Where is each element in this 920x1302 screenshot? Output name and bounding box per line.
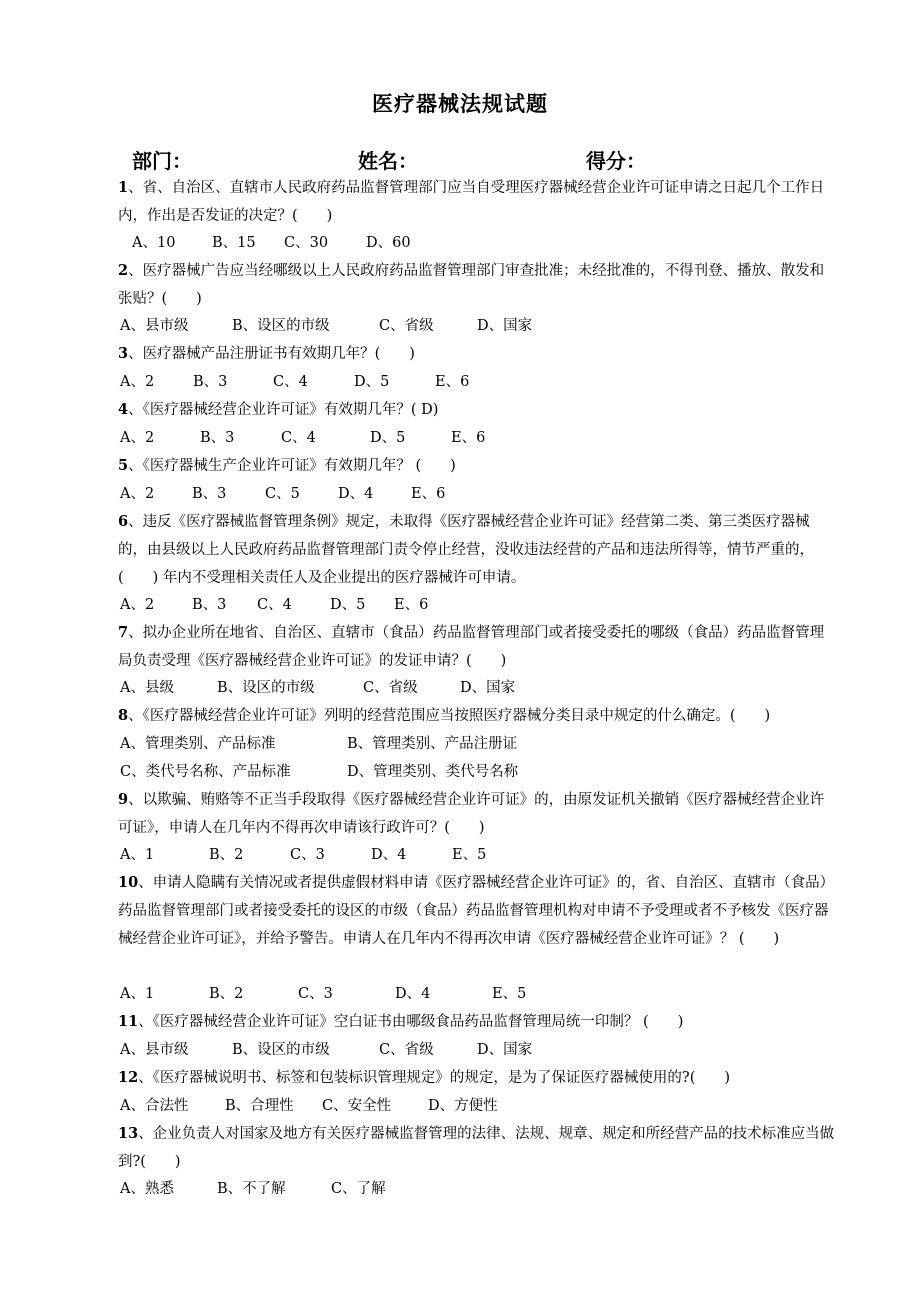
option-c: C、4 bbox=[281, 430, 316, 446]
options-1 bbox=[132, 229, 411, 257]
options-13 bbox=[120, 1175, 386, 1203]
options-7 bbox=[120, 674, 515, 702]
option-e: E、5 bbox=[492, 986, 527, 1002]
option-d: D、国家 bbox=[477, 318, 533, 334]
question-text: 、申请人隐瞒有关情况或者提供虚假材料申请《医疗器械经营企业许可证》的，省、自治区、直辖市（食品）药品监督管理部门或者接受委托的设区的市级（食品）药品监督管理机构对申请不予受理或者不予核发《医疗器械经营企业许可证》，并给予警告。申请人在几年内不得再次申请《医疗器械经营企业许可证》？ ( ) bbox=[118, 875, 835, 947]
option-e: E、5 bbox=[452, 847, 487, 863]
option-c: C、3 bbox=[298, 986, 333, 1002]
question-10 bbox=[90, 869, 835, 953]
option-b: B、3 bbox=[200, 430, 235, 446]
question-number: 3 bbox=[118, 345, 129, 362]
page-title: 医疗器械法规试题 bbox=[372, 92, 548, 116]
option-b: B、设区的市级 bbox=[232, 1042, 330, 1058]
option-b: B、2 bbox=[209, 986, 244, 1002]
option-b: B、设区的市级 bbox=[232, 318, 330, 334]
option-a: A、10 bbox=[132, 235, 176, 251]
options-3 bbox=[120, 368, 469, 396]
question-number: 6 bbox=[118, 513, 129, 530]
option-a: A、县级 bbox=[120, 680, 174, 696]
option-c: C、类代号名称、产品标准 bbox=[120, 764, 291, 780]
option-d: D、国家 bbox=[477, 1042, 533, 1058]
options-4 bbox=[120, 424, 485, 452]
question-number: 10 bbox=[118, 874, 139, 891]
option-a: A、1 bbox=[120, 847, 155, 863]
option-c: C、4 bbox=[257, 597, 292, 613]
option-c: C、3 bbox=[290, 847, 325, 863]
question-number: 5 bbox=[118, 457, 129, 474]
question-number: 1 bbox=[118, 179, 129, 196]
option-b: B、3 bbox=[192, 597, 227, 613]
option-b: B、合理性 bbox=[225, 1098, 294, 1114]
question-1 bbox=[90, 174, 835, 230]
options-8-row2 bbox=[120, 758, 518, 786]
question-text: 、《医疗器械说明书、标签和包装标识管理规定》的规定，是为了保证医疗器械使用的?( ) bbox=[138, 1070, 731, 1086]
question-number: 13 bbox=[118, 1125, 139, 1142]
question-text: 、《医疗器械经营企业许可证》列明的经营范围应当按照医疗器械分类目录中规定的什么确定。( ) bbox=[128, 708, 771, 724]
question-2 bbox=[90, 257, 835, 313]
question-9 bbox=[90, 786, 835, 842]
option-a: A、2 bbox=[120, 597, 155, 613]
question-text: 、企业负责人对国家及地方有关医疗器械监督管理的法律、法规、规章、规定和所经营产品的技术标准应当做到?( ) bbox=[118, 1126, 835, 1170]
option-b: B、15 bbox=[212, 235, 256, 251]
question-text: 、违反《医疗器械监督管理条例》规定，未取得《医疗器械经营企业许可证》经营第二类、第三类医疗器械的，由县级以上人民政府药品监督管理部门责令停止经营，没收违法经营的产品和违法所得等，情节严重的，( ) 年内不受理相关责任人及企业提出的医疗器械许可申请。 bbox=[118, 514, 814, 586]
question-number: 9 bbox=[118, 791, 129, 808]
question-number: 2 bbox=[118, 262, 129, 279]
option-b: B、不了解 bbox=[217, 1181, 286, 1197]
option-c: C、省级 bbox=[379, 1042, 434, 1058]
question-11 bbox=[90, 1008, 835, 1036]
options-2 bbox=[120, 312, 532, 340]
question-6 bbox=[90, 508, 835, 592]
options-9 bbox=[120, 841, 486, 869]
question-number: 8 bbox=[118, 707, 129, 724]
question-8 bbox=[90, 702, 860, 730]
option-a: A、县市级 bbox=[120, 1042, 189, 1058]
question-3 bbox=[90, 340, 835, 368]
option-d: D、4 bbox=[395, 986, 431, 1002]
department-label: 部门： bbox=[132, 149, 192, 173]
question-number: 12 bbox=[118, 1069, 139, 1086]
option-a: A、1 bbox=[120, 986, 155, 1002]
option-d: D、方便性 bbox=[428, 1098, 498, 1114]
option-c: C、了解 bbox=[331, 1181, 386, 1197]
option-b: B、3 bbox=[192, 486, 227, 502]
option-d: D、5 bbox=[354, 374, 390, 390]
option-d: D、5 bbox=[330, 597, 366, 613]
score-label: 得分： bbox=[586, 149, 646, 173]
option-c: C、安全性 bbox=[322, 1098, 392, 1114]
option-a: A、管理类别、产品标准 bbox=[120, 736, 276, 752]
question-text: 、以欺骗、贿赂等不正当手段取得《医疗器械经营企业许可证》的，由原发证机关撤销《医疗器械经营企业许可证》，申请人在几年内不得再次申请该行政许可？( ) bbox=[118, 792, 825, 836]
option-a: A、县市级 bbox=[120, 318, 189, 334]
question-number: 11 bbox=[118, 1013, 139, 1030]
option-e: E、6 bbox=[435, 374, 470, 390]
question-text: 、医疗器械产品注册证书有效期几年？( ) bbox=[128, 346, 415, 362]
option-b: B、设区的市级 bbox=[217, 680, 315, 696]
option-c: C、省级 bbox=[363, 680, 418, 696]
question-7 bbox=[90, 619, 835, 675]
option-a: A、合法性 bbox=[120, 1098, 189, 1114]
question-text: 、《医疗器械经营企业许可证》有效期几年？( D) bbox=[128, 402, 439, 418]
option-c: C、省级 bbox=[379, 318, 434, 334]
question-number: 4 bbox=[118, 401, 129, 418]
options-6 bbox=[120, 591, 428, 619]
option-e: E、6 bbox=[394, 597, 429, 613]
options-8 bbox=[120, 730, 517, 758]
option-d: D、4 bbox=[371, 847, 407, 863]
name-label: 姓名： bbox=[358, 149, 418, 173]
option-c: C、30 bbox=[284, 235, 329, 251]
question-12 bbox=[90, 1064, 835, 1092]
options-5 bbox=[120, 480, 445, 508]
question-13 bbox=[90, 1120, 835, 1176]
option-b: B、2 bbox=[209, 847, 244, 863]
question-5 bbox=[90, 452, 835, 480]
option-d: D、管理类别、类代号名称 bbox=[347, 764, 519, 780]
option-d: D、60 bbox=[366, 235, 411, 251]
option-b: B、管理类别、产品注册证 bbox=[347, 736, 518, 752]
options-10 bbox=[120, 980, 526, 1008]
question-text: 、拟办企业所在地省、自治区、直辖市（食品）药品监督管理部门或者接受委托的哪级（食品）药品监督管理局负责受理《医疗器械经营企业许可证》的发证申请？( ) bbox=[118, 625, 825, 669]
option-a: A、2 bbox=[120, 430, 155, 446]
question-text: 、《医疗器械经营企业许可证》空白证书由哪级食品药品监督管理局统一印制？ ( ) bbox=[138, 1014, 684, 1030]
option-e: E、6 bbox=[451, 430, 486, 446]
option-b: B、3 bbox=[193, 374, 228, 390]
option-a: A、熟悉 bbox=[120, 1181, 174, 1197]
option-a: A、2 bbox=[120, 486, 155, 502]
question-text: 、医疗器械广告应当经哪级以上人民政府药品监督管理部门审查批准；未经批准的，不得刊登、播放、散发和张贴？( ) bbox=[118, 263, 825, 307]
option-a: A、2 bbox=[120, 374, 155, 390]
options-11 bbox=[120, 1036, 532, 1064]
question-text: 、《医疗器械生产企业许可证》有效期几年？ ( ) bbox=[128, 458, 456, 474]
option-d: D、4 bbox=[338, 486, 374, 502]
question-4 bbox=[90, 396, 835, 424]
option-d: D、5 bbox=[370, 430, 406, 446]
question-text: 、省、自治区、直辖市人民政府药品监督管理部门应当自受理医疗器械经营企业许可证申请之日起几个工作日内，作出是否发证的决定？( ) bbox=[118, 180, 825, 224]
options-12 bbox=[120, 1092, 498, 1120]
option-d: D、国家 bbox=[460, 680, 516, 696]
question-number: 7 bbox=[118, 624, 129, 641]
option-c: C、4 bbox=[273, 374, 308, 390]
option-e: E、6 bbox=[411, 486, 446, 502]
option-c: C、5 bbox=[265, 486, 300, 502]
